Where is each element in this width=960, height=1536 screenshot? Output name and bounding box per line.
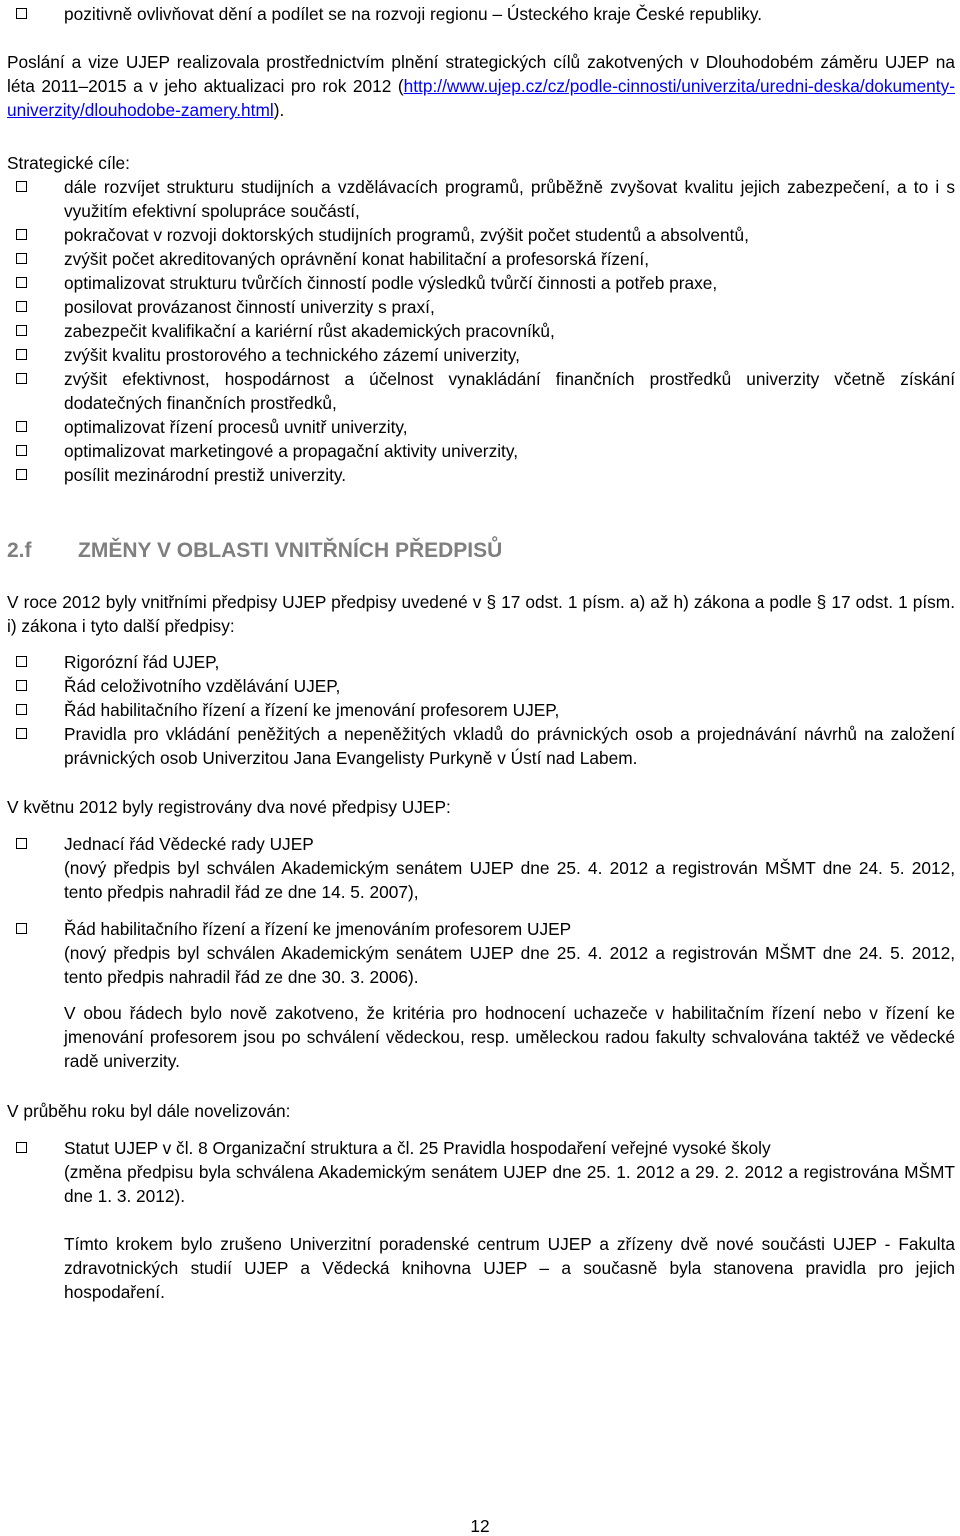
list-item-note: (změna předpisu byla schválena Akademickým senátem UJEP dne 25. 1. 2012 a 29. 2. 2012 a registrována MŠMT dne 1. 3. 2012). [64,1162,955,1206]
checkbox-bullet-icon [16,1142,27,1153]
section-title: ZMĚNY V OBLASTI VNITŘNÍCH PŘEDPISŮ [78,539,503,562]
section-heading [7,536,955,566]
checkbox-bullet-icon [16,229,27,240]
strategic-plan-link[interactable]: http://www.ujep.cz/cz/podle-cinnosti/univerzita/uredni-deska/dokumenty-univerzity/dlouhodobe-zamery.html [7,76,955,120]
list-item [0,175,955,223]
list-item [0,463,955,487]
list-item-text: zabezpečit kvalifikační a kariérní růst akademických pracovníků, [64,321,555,341]
list-item-text: zvýšit kvalitu prostorového a technického zázemí univerzity, [64,345,520,365]
closing-paragraph: Tímto krokem bylo zrušeno Univerzitní poradenské centrum UJEP a zřízeny dvě nové součásti UJEP - Fakulta zdravotnických studií UJEP a Vědecká knihovna UJEP – a současně byla stanovena pravidla pro jejich hospodaření. [64,1234,955,1302]
page-number: 12 [470,1516,490,1536]
section-number: 2.f [7,539,32,562]
list-item-text: zvýšit počet akreditovaných oprávnění konat habilitační a profesorská řízení, [64,249,649,269]
list-item-note: (nový předpis byl schválen Akademickým senátem UJEP dne 25. 4. 2012 a registrován MŠMT dne 24. 5. 2012, tento předpis nahradil řád ze dne 14. 5. 2007), [64,858,955,902]
checkbox-bullet-icon [16,445,27,456]
list-item-text: Rigorózní řád UJEP, [64,652,220,672]
strategic-goals-heading: Strategické cíle: [7,153,130,173]
checkbox-bullet-icon [16,704,27,715]
checkbox-bullet-icon [16,253,27,264]
checkbox-bullet-icon [16,325,27,336]
list-item-text: Pravidla pro vkládání peněžitých a nepeněžitých vkladů do právnických osob a projednávání návrhů na založení právnických osob Univerzitou Jana Evangelisty Purkyně v Ústí nad Labem. [64,724,955,768]
list-item-text: pozitivně ovlivňovat dění a podílet se na rozvoji regionu – Ústeckého kraje České republiky. [64,4,763,24]
list-item-text: optimalizovat strukturu tvůrčích činností podle výsledků tvůrčí činnosti a potřeb praxe, [64,273,718,293]
list-item-text: Řád celoživotního vzdělávání UJEP, [64,676,341,696]
list-item [0,650,955,674]
list-item [0,917,955,989]
list-item [0,439,955,463]
list-item [0,698,955,722]
checkbox-bullet-icon [16,656,27,667]
regulations-intro: V roce 2012 byly vnitřními předpisy UJEP předpisy uvedené v § 17 odst. 1 písm. a) až h) zákona a podle § 17 odst. 1 písm. i) zákona i tyto další předpisy: [7,592,955,636]
list-item [0,367,955,415]
amended-intro: V průběhu roku byl dále novelizován: [7,1101,291,1121]
list-item [0,2,955,26]
list-item-text: posílit mezinárodní prestiž univerzity. [64,465,347,485]
list-item [0,247,955,271]
list-item [0,415,955,439]
mission-text: Poslání a vize UJEP realizovala prostřednictvím plnění strategických cílů zakotvených v Dlouhodobém záměru UJEP na léta 2011–2015 a v jeho aktualizaci pro rok 2012 ( [7,52,955,96]
list-item-title: Jednací řád Vědecké rady UJEP [64,834,314,854]
checkbox-bullet-icon [16,421,27,432]
list-item-text: zvýšit efektivnost, hospodárnost a účelnost vynakládání finančních prostředků univerzity včetně získání dodatečných finančních prostředků, [64,369,955,413]
list-item [0,674,955,698]
list-item-text: optimalizovat řízení procesů uvnitř univerzity, [64,417,408,437]
list-item [0,722,955,770]
list-item-text: posilovat provázanost činností univerzity s praxí, [64,297,435,317]
checkbox-bullet-icon [16,277,27,288]
list-item [0,832,955,904]
list-item [0,295,955,319]
list-item-title: Řád habilitačního řízení a řízení ke jmenováním profesorem UJEP [64,919,572,939]
list-item [0,1136,955,1208]
checkbox-bullet-icon [16,728,27,739]
list-item [0,343,955,367]
mission-paragraph [7,50,955,122]
checkbox-bullet-icon [16,838,27,849]
checkbox-bullet-icon [16,181,27,192]
may-registrations-intro: V květnu 2012 byly registrovány dva nové předpisy UJEP: [7,797,451,817]
list-item-text: Řád habilitačního řízení a řízení ke jmenování profesorem UJEP, [64,700,560,720]
checkbox-bullet-icon [16,8,27,19]
checkbox-bullet-icon [16,680,27,691]
habilitation-criteria-paragraph: V obou řádech bylo nově zakotveno, že kritéria pro hodnocení uchazeče v habilitačním řízení nebo v řízení ke jmenování profesorem jsou po schválení vědeckou, resp. uměleckou radou fakulty schvalována taktéž ve vědecké radě univerzity. [64,1003,955,1071]
checkbox-bullet-icon [16,373,27,384]
list-item-title: Statut UJEP v čl. 8 Organizační struktura a čl. 25 Pravidla hospodaření veřejné vysoké školy [64,1138,771,1158]
list-item [0,319,955,343]
list-item [0,223,955,247]
list-item-note: (nový předpis byl schválen Akademickým senátem UJEP dne 25. 4. 2012 a registrován MŠMT dne 24. 5. 2012, tento předpis nahradil řád ze dne 30. 3. 2006). [64,943,955,987]
mission-text-end: ). [273,100,285,120]
checkbox-bullet-icon [16,923,27,934]
checkbox-bullet-icon [16,469,27,480]
checkbox-bullet-icon [16,301,27,312]
list-item-text: pokračovat v rozvoji doktorských studijních programů, zvýšit počet studentů a absolventů, [64,225,749,245]
checkbox-bullet-icon [16,349,27,360]
list-item-text: dále rozvíjet strukturu studijních a vzdělávacích programů, průběžně zvyšovat kvalitu jejich zabezpečení, a to i s využitím efektivní spolupráce součástí, [64,177,955,221]
list-item [0,271,955,295]
list-item-text: optimalizovat marketingové a propagační aktivity univerzity, [64,441,519,461]
